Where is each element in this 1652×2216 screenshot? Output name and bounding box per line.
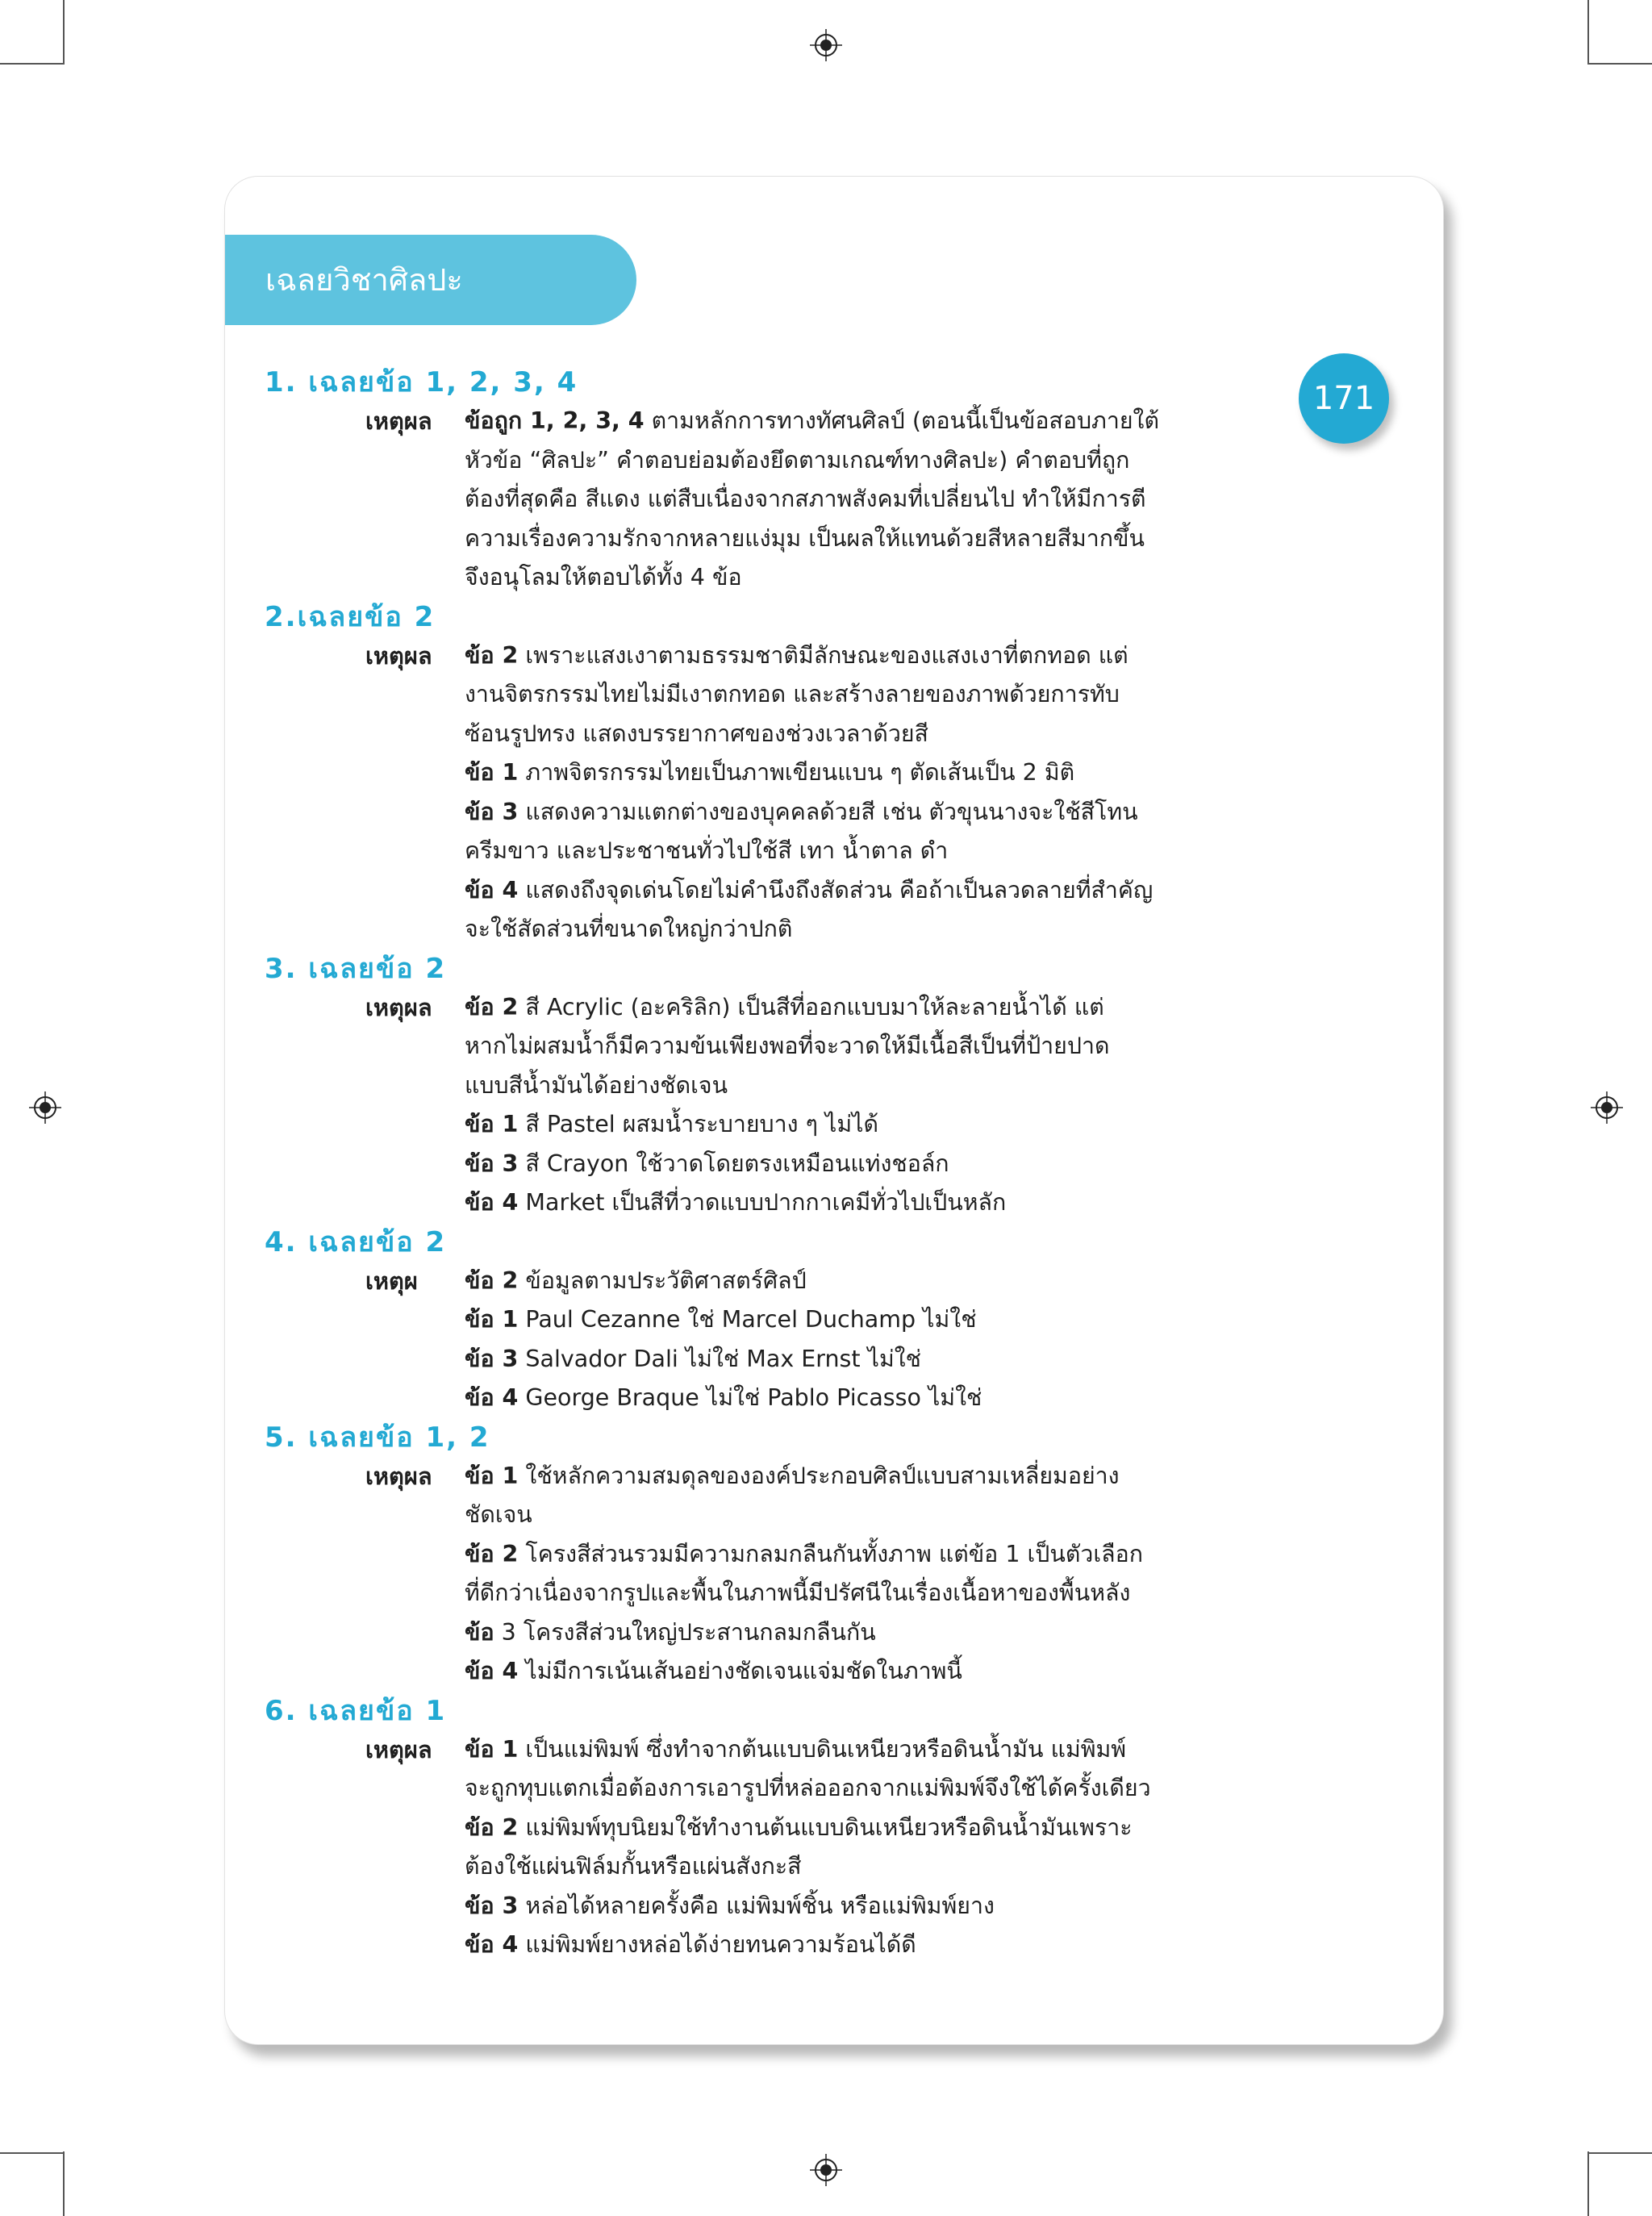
reason-lines	[465, 1457, 1233, 1692]
option-label: ข้อ 2	[465, 1813, 519, 1841]
answer-section	[265, 949, 1233, 1223]
option-label: ข้อ 1	[465, 1306, 519, 1333]
page-number-badge: 171	[1299, 353, 1389, 444]
crop-mark	[0, 63, 65, 65]
reason-text: แบบสีน้ำมันได้อย่างชัดเจน	[465, 1071, 728, 1099]
reason-line	[465, 1535, 1233, 1575]
reason-line	[465, 753, 1233, 793]
reason-line	[465, 832, 1233, 871]
reason-label: เหตุผล	[365, 993, 432, 1021]
reason-label: เหตุผล	[365, 641, 432, 670]
reason-text: ตามหลักการทางทัศนศิลป์ (ตอนนี้เป็นข้อสอบภายใต้	[644, 407, 1159, 434]
answer-section	[265, 363, 1233, 598]
reason-line	[465, 1340, 1233, 1379]
reason-lines	[465, 1262, 1233, 1418]
option-label: ข้อ 4	[465, 1931, 519, 1958]
reason-line	[465, 1183, 1233, 1223]
option-label: ข้อ 1	[465, 759, 519, 786]
reason-text: ที่ดีกว่าเนื่องจากรูปและพื้นในภาพนี้มีปรัศนีในเรื่องเนื้อหาของพื้นหลัง	[465, 1580, 1131, 1606]
reason-text: จึงอนุโลมให้ตอบได้ทั้ง 4 ข้อ	[465, 564, 742, 591]
answer-section	[265, 1418, 1233, 1692]
reason-text: จะใช้สัดส่วนที่ขนาดใหญ่กว่าปกติ	[465, 916, 793, 942]
option-label: ข้อ 3	[465, 798, 519, 825]
reason-text: Paul Cezanne ใช่ Marcel Duchamp ไม่ใช่	[518, 1306, 977, 1333]
answer-heading: 4. เฉลยข้อ 2	[265, 1225, 447, 1258]
reason-row	[265, 1730, 1233, 1965]
reason-text: หากไม่ผสมน้ำก็มีความข้นเพียงพอที่จะวาดให้มีเนื้อสีเป็นที่ป้ายปาด	[465, 1033, 1110, 1059]
reason-line	[465, 1105, 1233, 1145]
option-label: ข้อ 4	[465, 1189, 519, 1216]
reason-lines	[465, 988, 1233, 1223]
reason-line	[465, 871, 1233, 911]
reason-text: จะถูกทุบแตกเมื่อต้องการเอารูปที่หล่อออกจากแม่พิมพ์จึงใช้ได้ครั้งเดียว	[465, 1775, 1151, 1801]
reason-row	[265, 636, 1233, 949]
reason-line	[465, 988, 1233, 1028]
reason-line	[465, 1574, 1233, 1613]
reason-text: ใช้หลักความสมดุลขององค์ประกอบศิลป์แบบสามเหลี่ยมอย่าง	[518, 1462, 1120, 1489]
reason-text: Salvador Dali ไม่ใช่ Max Ernst ไม่ใช่	[518, 1345, 921, 1372]
reason-line	[465, 1300, 1233, 1340]
reason-row	[265, 1457, 1233, 1692]
reason-text: ซ้อนรูปทรง แสดงบรรยากาศของช่วงเวลาด้วยสี	[465, 720, 928, 747]
reason-text: แม่พิมพ์ยางหล่อได้ง่ายทนความร้อนได้ดี	[518, 1931, 916, 1958]
crop-mark	[63, 0, 65, 65]
reason-line	[465, 1262, 1233, 1301]
option-label: ข้อ 2	[465, 1540, 519, 1567]
reason-text: ความเรื่องความรักจากหลายแง่มุม เป็นผลให้แทนด้วยสีหลายสีมากขึ้น	[465, 524, 1145, 552]
reason-label: เหตุผล	[365, 407, 432, 435]
answer-section	[265, 598, 1233, 949]
option-label: ข้อ 1	[465, 1735, 519, 1763]
option-label: ข้อ 2	[465, 641, 519, 669]
option-label: ข้อ 2	[465, 1267, 519, 1294]
reason-line	[465, 1652, 1233, 1692]
reason-text: สี Acrylic (อะคริลิก) เป็นสีที่ออกแบบมาให้ละลายน้ำได้ แต่	[518, 993, 1104, 1020]
option-label: ข้อ 3	[465, 1150, 519, 1177]
reason-line	[465, 1809, 1233, 1848]
answer-content	[265, 363, 1233, 1965]
crop-mark	[1587, 2151, 1589, 2216]
reason-line	[465, 1145, 1233, 1184]
answer-heading: 3. เฉลยข้อ 2	[265, 952, 447, 985]
reason-line	[465, 1926, 1233, 1965]
reason-text: ครีมขาว และประชาชนทั่วไปใช้สี เทา น้ำตาล ดำ	[465, 837, 949, 864]
option-label: ข้อ 2	[465, 993, 519, 1020]
reason-row	[265, 988, 1233, 1223]
reason-text: George Braque ไม่ใช่ Pablo Picasso ไม่ใช่	[518, 1384, 982, 1411]
registration-mark-icon	[810, 29, 842, 61]
crop-mark	[1587, 63, 1652, 65]
reason-row	[265, 1262, 1233, 1418]
reason-line	[465, 520, 1233, 559]
reason-text: สี Crayon ใช้วาดโดยตรงเหมือนแท่งชอล์ก	[518, 1150, 949, 1177]
crop-mark	[1587, 2152, 1652, 2154]
reason-line	[465, 558, 1233, 598]
reason-line	[465, 480, 1233, 520]
registration-mark-icon	[29, 1091, 61, 1124]
reason-line	[465, 1847, 1233, 1887]
reason-line	[465, 715, 1233, 754]
answer-heading: 2.เฉลยข้อ 2	[265, 600, 436, 633]
reason-line	[465, 1379, 1233, 1418]
reason-text: ไม่มีการเน้นเส้นอย่างชัดเจนแจ่มชัดในภาพนี้	[518, 1658, 962, 1684]
reason-text: สี Pastel ผสมน้ำระบายบาง ๆ ไม่ได้	[518, 1111, 878, 1137]
option-label: ข้อ 3	[465, 1892, 519, 1919]
option-label: ข้อ 4	[465, 876, 519, 904]
answer-heading: 1. เฉลยข้อ 1, 2, 3, 4	[265, 366, 578, 399]
crop-mark	[0, 2152, 65, 2154]
reason-text: โครงสีส่วนรวมมีความกลมกลืนกันทั้งภาพ แต่ข้อ 1 เป็นตัวเลือก	[518, 1540, 1143, 1567]
section-tab-title: เฉลยวิชาศิลปะ	[225, 235, 636, 325]
reason-line	[465, 1066, 1233, 1106]
registration-mark-icon	[1591, 1091, 1623, 1124]
reason-text: เป็นแม่พิมพ์ ซึ่งทำจากต้นแบบดินเหนียวหรือดินน้ำมัน แม่พิมพ์	[518, 1735, 1127, 1763]
reason-text: ข้อมูลตามประวัติศาสตร์ศิลป์	[518, 1267, 807, 1294]
answer-heading: 5. เฉลยข้อ 1, 2	[265, 1421, 490, 1454]
reason-line	[465, 1496, 1233, 1535]
reason-text: หัวข้อ “ศิลปะ” คำตอบย่อมต้องยึดตามเกณฑ์ทางศิลปะ) คำตอบที่ถูก	[465, 446, 1130, 474]
reason-label: เหตุผล	[365, 1735, 432, 1763]
reason-lines	[465, 402, 1233, 598]
reason-text: ต้องใช้แผ่นฟิล์มกั้นหรือแผ่นสังกะสี	[465, 1853, 802, 1880]
option-label: ข้อ 4	[465, 1384, 519, 1411]
option-label: ข้อ	[465, 1618, 494, 1646]
registration-mark-icon	[810, 2154, 842, 2186]
reason-row	[265, 402, 1233, 598]
reason-line	[465, 793, 1233, 833]
reason-line	[465, 441, 1233, 481]
reason-line	[465, 1027, 1233, 1066]
answer-section	[265, 1223, 1233, 1418]
reason-line	[465, 402, 1233, 441]
reason-text: เพราะแสงเงาตามธรรมชาติมีลักษณะของแสงเงาที่ตกทอด แต่	[518, 641, 1128, 669]
reason-line	[465, 1730, 1233, 1770]
reason-text: ภาพจิตรกรรมไทยเป็นภาพเขียนแบน ๆ ตัดเส้นเป็น 2 มิติ	[518, 759, 1075, 786]
reason-text: Market เป็นสีที่วาดแบบปากกาเคมีทั่วไปเป็นหลัก	[518, 1189, 1007, 1216]
answer-heading: 6. เฉลยข้อ 1	[265, 1694, 447, 1727]
reason-text: แสดงความแตกต่างของบุคคลด้วยสี เช่น ตัวขุนนางจะใช้สีโทน	[518, 798, 1138, 825]
reason-lines	[465, 1730, 1233, 1965]
reason-line	[465, 1887, 1233, 1926]
reason-line	[465, 675, 1233, 715]
reason-line	[465, 1769, 1233, 1809]
reason-text: ชัดเจน	[465, 1501, 532, 1528]
reason-text: แม่พิมพ์ทุบนิยมใช้ทำงานต้นแบบดินเหนียวหรือดินน้ำมันเพราะ	[518, 1813, 1133, 1841]
option-label: ข้อ 1	[465, 1462, 519, 1489]
reason-line	[465, 636, 1233, 676]
reason-line	[465, 1457, 1233, 1496]
option-label: ข้อ 4	[465, 1658, 519, 1684]
reason-text: หล่อได้หลายครั้งคือ แม่พิมพ์ชิ้น หรือแม่พิมพ์ยาง	[518, 1892, 995, 1919]
reason-label: เหตุผ	[365, 1267, 418, 1295]
reason-line	[465, 910, 1233, 949]
reason-label: เหตุผล	[365, 1462, 432, 1490]
option-label: ข้อ 3	[465, 1345, 519, 1372]
answer-section	[265, 1692, 1233, 1965]
crop-mark	[1587, 0, 1589, 65]
reason-text: งานจิตรกรรมไทยไม่มีเงาตกทอด และสร้างลายของภาพด้วยการทับ	[465, 681, 1120, 707]
crop-mark	[63, 2151, 65, 2216]
reason-line	[465, 1613, 1233, 1653]
reason-text: แสดงถึงจุดเด่นโดยไม่คำนึงถึงสัดส่วน คือถ้าเป็นลวดลายที่สำคัญ	[518, 876, 1153, 904]
option-label: ข้อ 1	[465, 1111, 519, 1137]
option-label: ข้อถูก 1, 2, 3, 4	[465, 407, 645, 434]
reason-lines	[465, 636, 1233, 949]
reason-text: 3 โครงสีส่วนใหญ่ประสานกลมกลืนกัน	[494, 1618, 876, 1646]
reason-text: ต้องที่สุดคือ สีแดง แต่สืบเนื่องจากสภาพสังคมที่เปลี่ยนไป ทำให้มีการตี	[465, 486, 1146, 512]
